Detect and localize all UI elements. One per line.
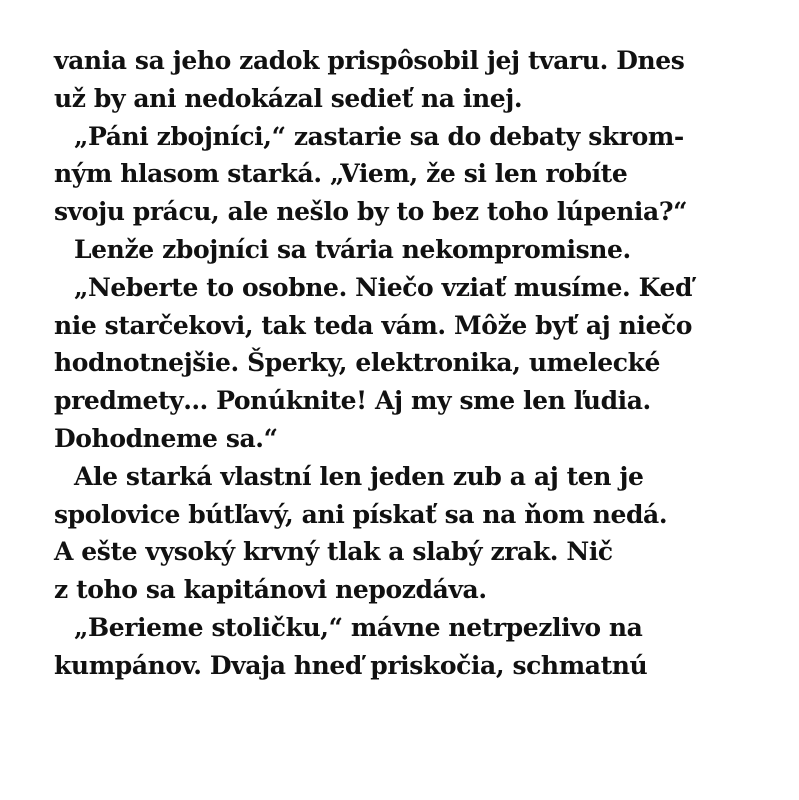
text-line: Lenže zbojníci sa tvária nekompromisne.	[74, 234, 631, 264]
text-line: Dohodneme sa.“	[54, 423, 278, 453]
text-line: predmety… Ponúknite! Aj my sme len ľudia.	[54, 386, 651, 416]
text-line: „Páni zbojníci,“ zastarie sa do debaty skrom-	[74, 121, 684, 151]
text-line: Ale starká vlastní len jeden zub a aj ten je	[74, 461, 644, 491]
text-line: hodnotnejšie. Šperky, elektronika, umelecké	[54, 348, 661, 378]
text-line: už by ani nedokázal sedieť na inej.	[54, 83, 523, 113]
text-line: „Neberte to osobne. Niečo vziať musíme. Keď	[74, 272, 693, 302]
text-line: „Berieme stoličku,“ mávne netrpezlivo na	[74, 612, 643, 642]
text-line: ným hlasom starká. „Viem, že si len robíte	[54, 159, 628, 189]
text-line: kumpánov. Dvaja hneď priskočia, schmatnú	[54, 650, 648, 680]
text-line: nie starčekovi, tak teda vám. Môže byť aj niečo	[54, 310, 693, 340]
text-line: svoju prácu, ale nešlo by to bez toho lúpenia?“	[54, 197, 688, 227]
text-line: vania sa jeho zadok prispôsobil jej tvaru. Dnes	[54, 46, 685, 75]
text-line: z toho sa kapitánovi nepozdáva.	[54, 575, 487, 605]
book-page-text	[54, 42, 774, 685]
text-line: spolovice bútľavý, ani pískať sa na ňom nedá.	[54, 499, 668, 529]
text-line: A ešte vysoký krvný tlak a slabý zrak. Nič	[54, 537, 613, 567]
